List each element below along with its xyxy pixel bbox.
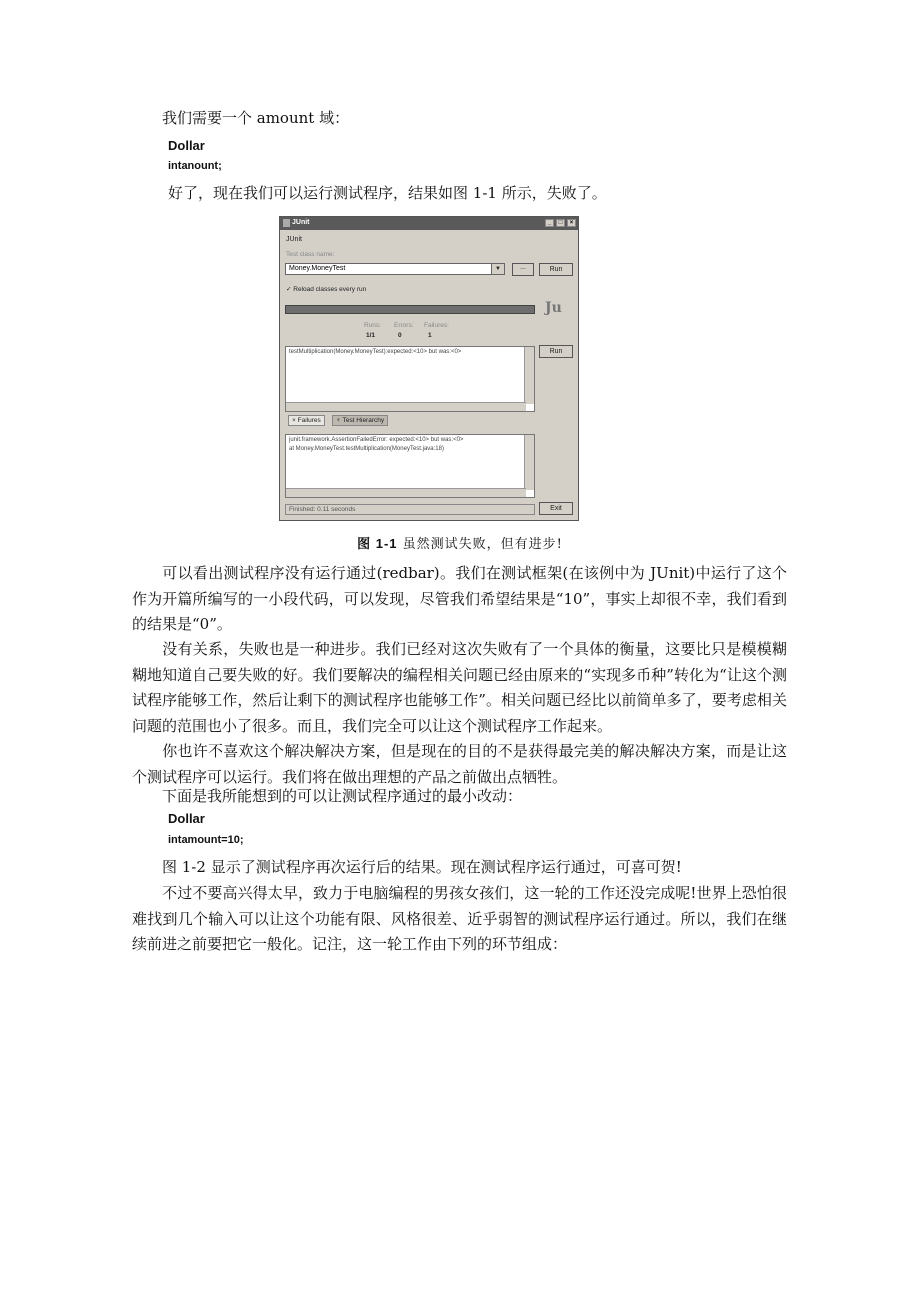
minimize-icon[interactable]: _ <box>545 219 554 227</box>
reload-checkbox[interactable] <box>286 285 366 293</box>
figure-number: 图 1-1 <box>357 536 398 551</box>
junit-window-figure <box>279 216 579 521</box>
rerun-button[interactable]: Run <box>539 345 573 358</box>
trace-line-1: junit.framework.AssertionFailedError: expected:<10> but was:<0> <box>289 437 464 443</box>
status-text: Finished: 0.11 seconds <box>289 506 356 513</box>
paragraph-3-text: 你也许不喜欢这个解决解决方案，但是现在的目的不是获得最完美的解决解决方案，而是让这个测试程序可以运行。我们将在做出理想的产品之前做出点牺牲。 <box>132 742 787 786</box>
browse-button[interactable]: ... <box>512 263 534 276</box>
code-field-declaration: intanount; <box>168 160 222 172</box>
result-line: 好了，现在我们可以运行测试程序，结果如图 1-1 所示，失败了。 <box>168 184 607 202</box>
failure-x-icon: × <box>292 417 296 424</box>
menu-junit[interactable]: JUnit <box>286 236 302 243</box>
tab-failures-label: Failures <box>297 417 321 424</box>
junit-title: JUnit <box>292 219 310 226</box>
horizontal-scrollbar[interactable] <box>286 488 526 497</box>
close-icon[interactable]: × <box>567 219 576 227</box>
stack-trace-pane[interactable] <box>285 434 535 498</box>
errors-value: 0 <box>398 332 402 339</box>
tab-hierarchy-label: Test Hierarchy <box>342 417 385 424</box>
figure-caption-text: 虽然测试失败，但有进步! <box>397 537 563 552</box>
code-field-assignment: intamount=10; <box>168 834 244 846</box>
paragraph-1 <box>132 561 787 638</box>
paragraph-4 <box>132 784 787 810</box>
vertical-scrollbar[interactable] <box>524 347 534 404</box>
trace-line-2: at Money.MoneyTest.testMultiplication(MoneyTest.java:18) <box>289 446 444 452</box>
failures-value: 1 <box>428 332 432 339</box>
failure-item[interactable]: testMultiplication(Money.MoneyTest):expected:<10> but was:<0> <box>289 349 462 355</box>
maximize-icon[interactable]: □ <box>556 219 565 227</box>
tab-test-hierarchy[interactable] <box>332 415 388 426</box>
failures-label: Failures: <box>424 322 449 329</box>
reload-label: Reload classes every run <box>293 286 367 293</box>
horizontal-scrollbar[interactable] <box>286 402 526 411</box>
failures-list[interactable] <box>285 346 535 412</box>
figure-caption <box>0 533 920 552</box>
test-class-value: Money.MoneyTest <box>289 265 346 272</box>
run-button[interactable]: Run <box>539 263 573 276</box>
vertical-scrollbar[interactable] <box>524 435 534 490</box>
paragraph-4-text: 下面是我所能想到的可以让测试程序通过的最小改动： <box>162 787 523 805</box>
chevron-down-icon[interactable]: ▼ <box>491 264 504 274</box>
paragraph-2-text: 没有关系，失败也是一种进步。我们已经对这次失败有了一个具体的衡量，这要比只是模模糊糊地知道自己要失败的好。我们要解决的编程相关问题已经由原来的“实现多币种”转化为“让这个测试程序能够工作，然后让剩下的测试程序也能够工作”。相关问题已经比以前简单多了，要考虑相关问题的范围也小了很多。而且，我们完全可以让这个测试程序工作起来。 <box>132 640 787 735</box>
paragraph-5 <box>132 855 787 881</box>
code-class-name: Dollar <box>168 138 205 153</box>
code-class-name-2: Dollar <box>168 811 205 826</box>
runs-value: 1/1 <box>366 332 376 339</box>
paragraph-5-text: 图 1-2 显示了测试程序再次运行后的结果。现在测试程序运行通过，可喜可贺! <box>162 858 682 876</box>
exit-button[interactable]: Exit <box>539 502 573 515</box>
hierarchy-icon: ♆ <box>336 417 341 424</box>
test-class-label: Test class name: <box>286 251 335 258</box>
paragraph-3 <box>132 739 787 790</box>
intro-line: 我们需要一个 amount 域： <box>162 109 350 127</box>
paragraph-1-text: 可以看出测试程序没有运行通过(redbar)。我们在测试框架(在该例中为 JUnit)中运行了这个作为开篇所编写的一小段代码，可以发现，尽管我们希望结果是“10”，事实上却很不幸，我们看到的结果是“0”。 <box>132 564 787 633</box>
checkbox-checked-icon: ✓ <box>286 286 292 293</box>
tab-failures[interactable] <box>288 415 325 426</box>
junit-logo: Ju <box>545 300 562 316</box>
paragraph-6-text: 不过不要高兴得太早，致力于电脑编程的男孩女孩们，这一轮的工作还没完成呢!世界上恐怕很难找到几个输入可以让这个功能有限、风格很差、近乎弱智的测试程序运行通过。所以，我们在继续前进之前要把它一般化。记注，这一轮工作由下列的环节组成： <box>132 884 787 953</box>
java-app-icon <box>283 219 290 227</box>
test-class-combo[interactable] <box>285 263 505 275</box>
junit-titlebar <box>280 217 578 230</box>
runs-label: Runs: <box>364 322 381 329</box>
errors-label: Errors: <box>394 322 414 329</box>
paragraph-6 <box>132 881 787 958</box>
progress-bar <box>285 305 535 314</box>
status-bar <box>285 504 535 515</box>
paragraph-2 <box>132 637 787 739</box>
